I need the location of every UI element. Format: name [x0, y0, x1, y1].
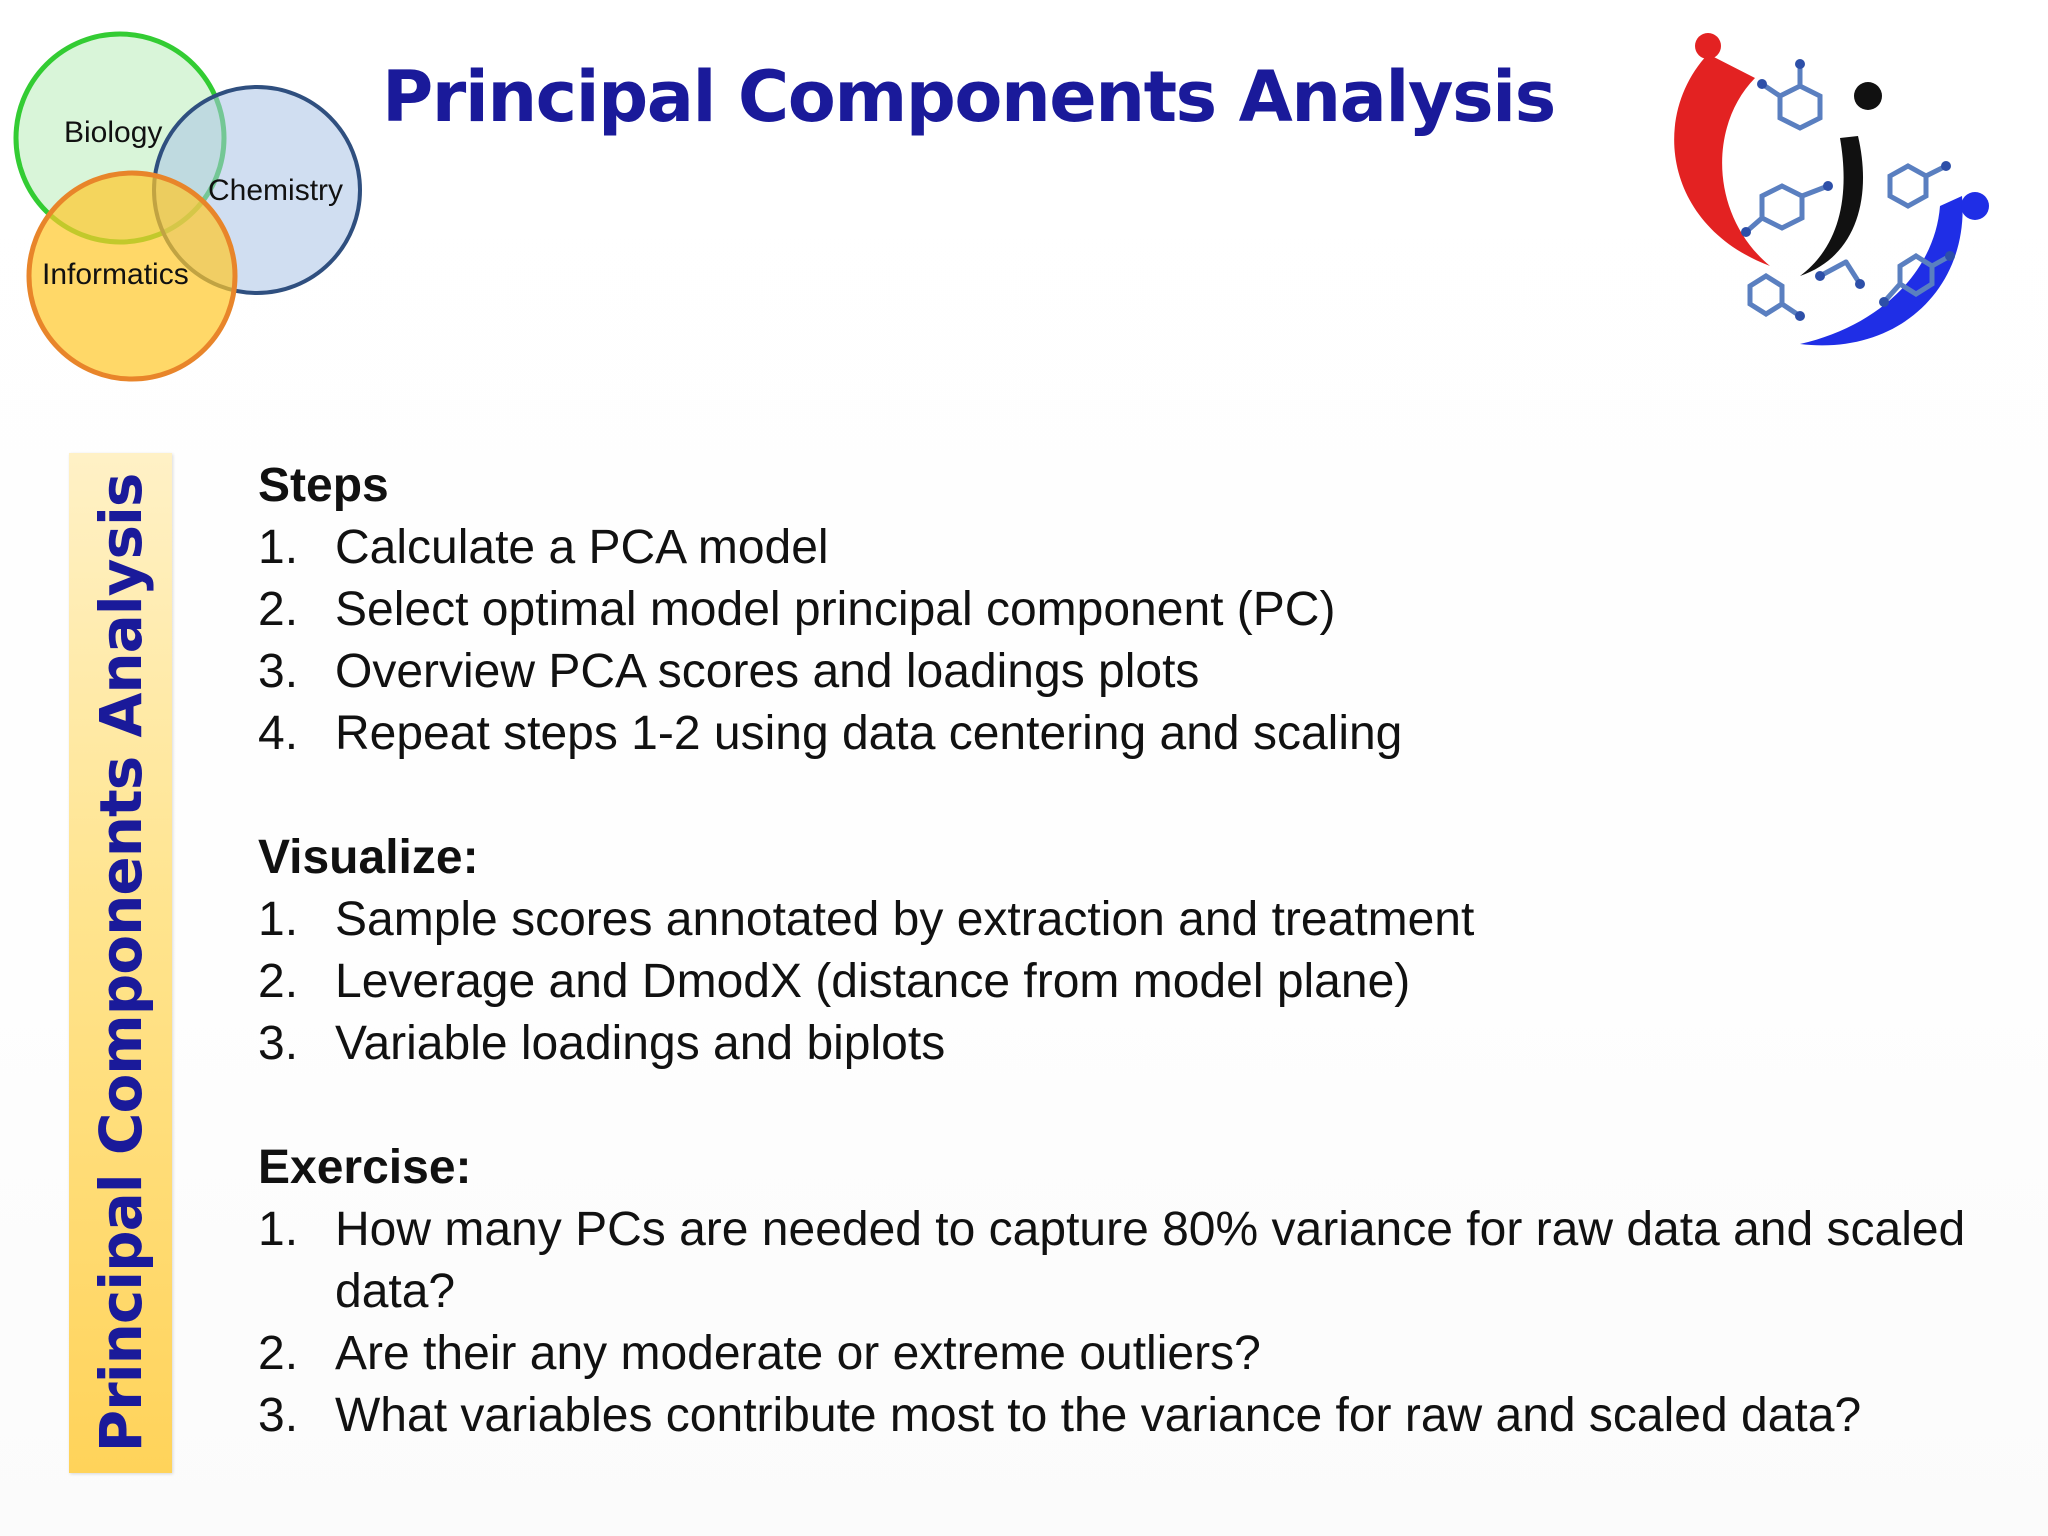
- list-item: [258, 1199, 2018, 1323]
- list-item-text: Leverage and DmodX (distance from model plane): [335, 955, 1411, 1008]
- steps-section: [258, 455, 2018, 765]
- steps-list: [258, 517, 2018, 765]
- visualize-list: [258, 889, 2018, 1075]
- list-item: [258, 1385, 2018, 1447]
- list-item-text: Calculate a PCA model: [335, 521, 829, 574]
- slide-content: [258, 455, 2018, 1447]
- visualize-heading: Visualize:: [258, 831, 479, 884]
- list-item: [258, 1013, 2018, 1075]
- list-item-text: Are their any moderate or extreme outliers?: [335, 1327, 1261, 1380]
- list-item-number: 1.: [258, 1203, 299, 1256]
- list-item-text: Overview PCA scores and loadings plots: [335, 645, 1200, 698]
- list-item-text: Variable loadings and biplots: [335, 1017, 946, 1070]
- list-item: [258, 641, 2018, 703]
- list-item-number: 1.: [258, 893, 299, 946]
- list-item-number: 1.: [258, 521, 299, 574]
- slide-title: Principal Components Analysis: [382, 56, 1555, 138]
- exercise-heading: Exercise:: [258, 1141, 472, 1194]
- list-item-number: 2.: [258, 1327, 299, 1380]
- list-item-number: 3.: [258, 645, 299, 698]
- venn-label-chemistry: Chemistry: [208, 174, 344, 207]
- venn-label-informatics: Informatics: [42, 258, 189, 291]
- list-item-number: 3.: [258, 1389, 299, 1442]
- list-item: [258, 889, 2018, 951]
- list-item-number: 4.: [258, 707, 299, 760]
- list-item-text: Select optimal model principal component (PC): [335, 583, 1336, 636]
- list-item: [258, 703, 2018, 765]
- list-item-text: Sample scores annotated by extraction and treatment: [335, 893, 1475, 946]
- molecule-heart-logo-icon: [1650, 26, 2020, 386]
- list-item: [258, 1323, 2018, 1385]
- side-title: Principal Components Analysis: [86, 473, 155, 1453]
- visualize-section: [258, 827, 2018, 1075]
- list-item-text: Repeat steps 1-2 using data centering and scaling: [335, 707, 1403, 760]
- exercise-list: [258, 1199, 2018, 1447]
- list-item-number: 3.: [258, 1017, 299, 1070]
- list-item: [258, 951, 2018, 1013]
- side-band: [69, 453, 172, 1473]
- venn-diagram: [0, 0, 380, 400]
- steps-heading: Steps: [258, 459, 389, 512]
- list-item: [258, 517, 2018, 579]
- list-item-number: 2.: [258, 955, 299, 1008]
- list-item-text: What variables contribute most to the variance for raw and scaled data?: [335, 1389, 1862, 1442]
- venn-label-biology: Biology: [64, 116, 163, 149]
- list-item: [258, 579, 2018, 641]
- exercise-section: [258, 1137, 2018, 1447]
- list-item-number: 2.: [258, 583, 299, 636]
- list-item-text: How many PCs are needed to capture 80% variance for raw data and scaled data?: [335, 1203, 1966, 1318]
